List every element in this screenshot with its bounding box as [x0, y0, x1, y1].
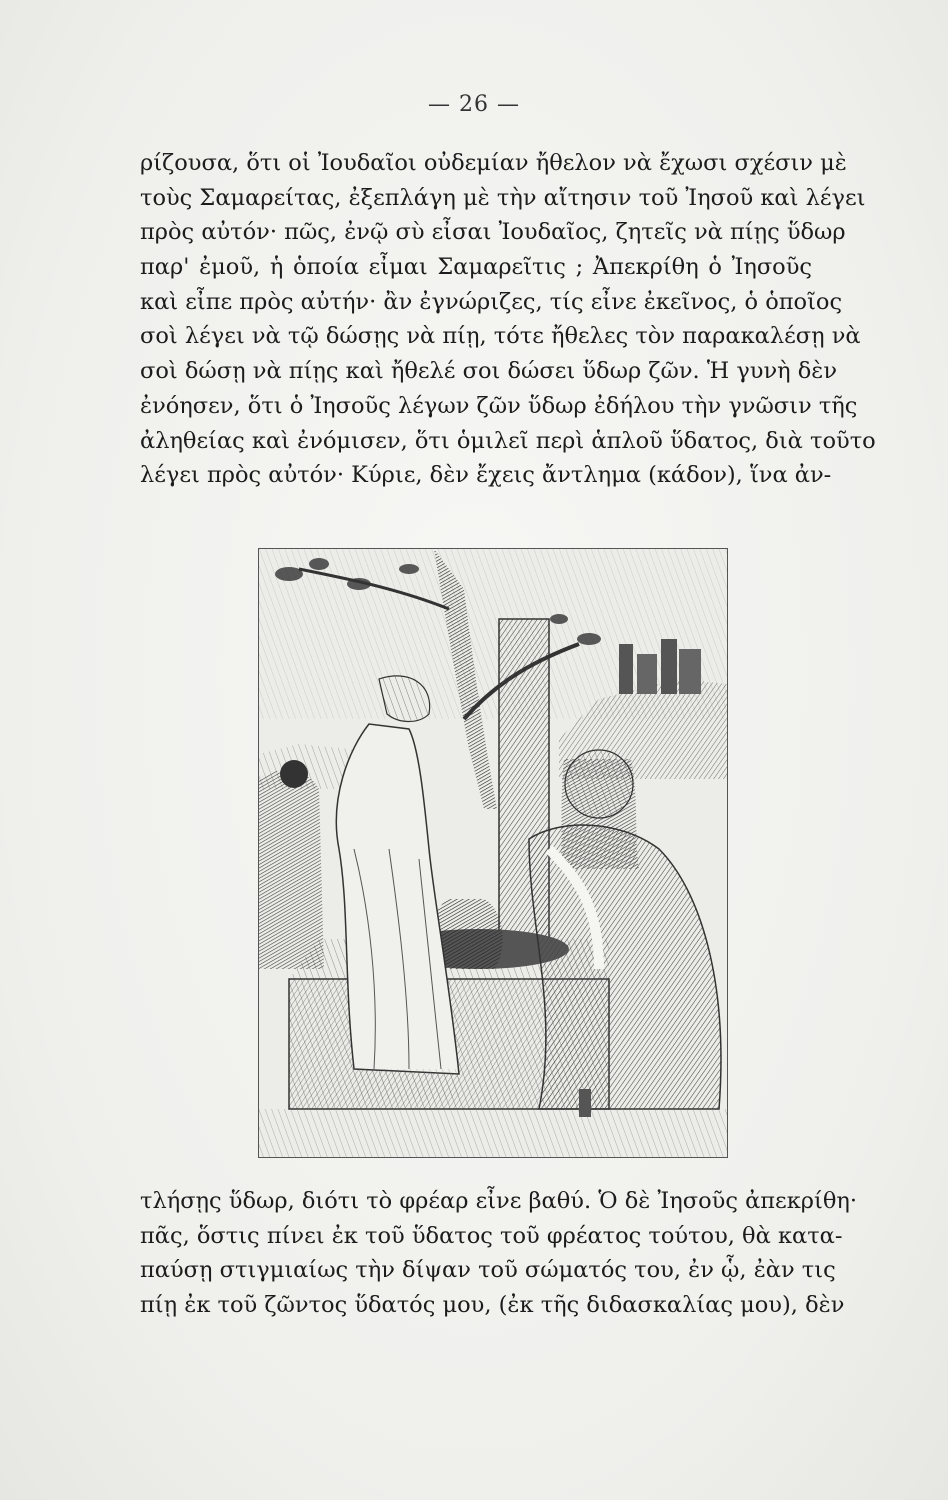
text-line: σοὶ δώσῃ νὰ πίῃς καὶ ἤθελέ σοι δώσει ὕδωρ ζῶν. Ἡ γυνὴ δὲν	[140, 358, 838, 385]
text-line: λέγει πρὸς αὐτόν· Κύριε, δὲν ἔχεις ἄντλημα (κάδον), ἵνα ἀν-	[140, 462, 832, 489]
engraving-illustration	[258, 548, 728, 1158]
text-line: καὶ εἶπε πρὸς αὐτήν· ἂν ἐγνώριζες, τίς εἶνε ἐκεῖνος, ὁ ὁποῖος	[140, 288, 843, 315]
paragraph-top	[140, 146, 876, 493]
text-line: τοὺς Σαμαρείτας, ἐξεπλάγη μὲ τὴν αἴτησιν τοῦ Ἰησοῦ καὶ λέγει	[140, 184, 866, 211]
text-line: ἀληθείας καὶ ἐνόμισεν, ὅτι ὁμιλεῖ περὶ ἁπλοῦ ὕδατος, διὰ τοῦτο	[140, 427, 876, 454]
text-line: πίῃ ἐκ τοῦ ζῶντος ὕδατός μου, (ἐκ τῆς διδασκαλίας μου), δὲν	[140, 1292, 845, 1319]
text-line: ἐνόησεν, ὅτι ὁ Ἰησοῦς λέγων ζῶν ὕδωρ ἐδήλου τὴν γνῶσιν τῆς	[140, 392, 858, 419]
text-line: πρὸς αὐτόν· πῶς, ἐνῷ σὺ εἶσαι Ἰουδαῖος, ζητεῖς νὰ πίῃς ὕδωρ	[140, 219, 846, 246]
page-number: — 26 —	[428, 92, 520, 117]
paragraph-bottom	[140, 1184, 858, 1323]
text-line: τλήσῃς ὕδωρ, διότι τὸ φρέαρ εἶνε βαθύ. Ὁ δὲ Ἰησοῦς ἀπεκρίθη·	[140, 1188, 858, 1214]
text-line: σοὶ λέγει νὰ τῷ δώσῃς νὰ πίῃ, τότε ἤθελες τὸν παρακαλέσῃ νὰ	[140, 323, 861, 350]
text-line: παύσῃ στιγμιαίως τὴν δίψαν τοῦ σώματός του, ἐν ᾧ, ἐὰν τις	[140, 1257, 836, 1284]
text-line: παρ' ἐμοῦ, ἡ ὁποία εἶμαι Σαμαρεῖτις ; Ἀπεκρίθη ὁ Ἰησοῦς	[140, 254, 812, 281]
text-line: ρίζουσα, ὅτι οἱ Ἰουδαῖοι οὐδεμίαν ἤθελον νὰ ἔχωσι σχέσιν μὲ	[140, 150, 847, 176]
text-line: πᾶς, ὅστις πίνει ἐκ τοῦ ὕδατος τοῦ φρέατος τούτου, θὰ κατα-	[140, 1222, 843, 1249]
